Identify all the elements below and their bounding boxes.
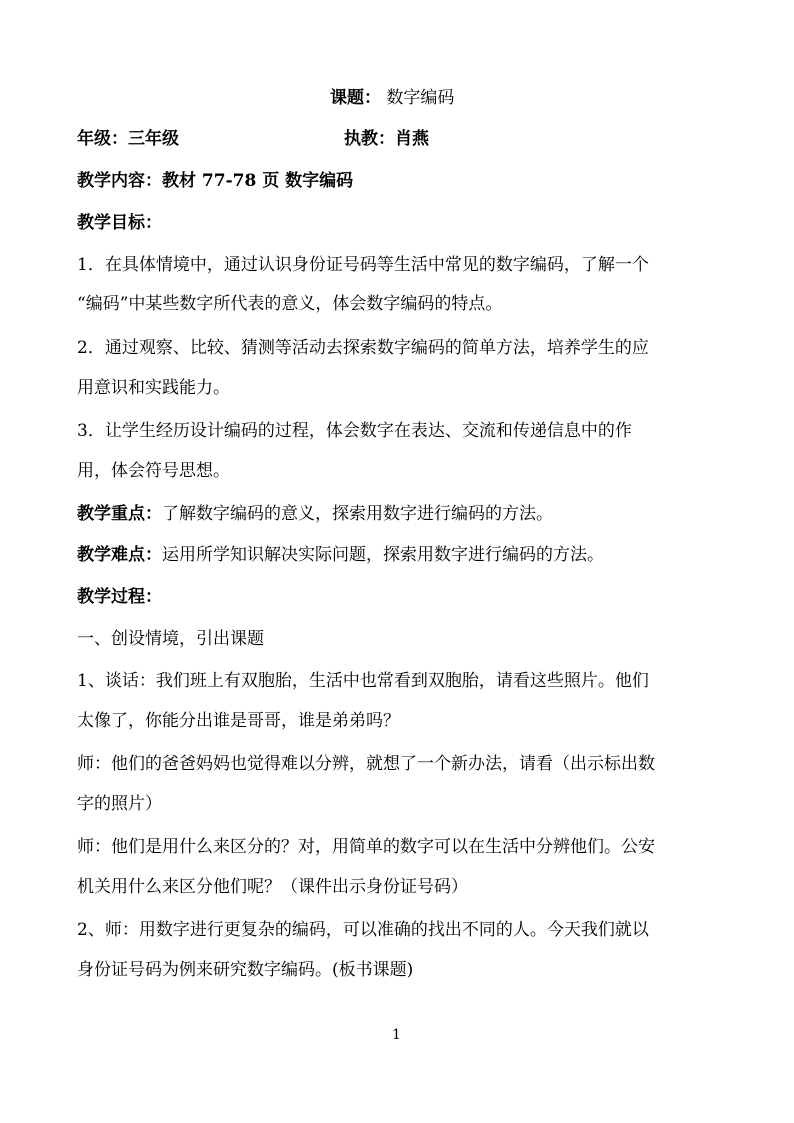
content-label: 教学内容： — [77, 171, 162, 191]
key-point-line — [77, 502, 553, 526]
teacher-value: 肖燕 — [395, 129, 429, 149]
content-value: 教材 77-78 页 数字编码 — [162, 171, 354, 191]
process-line: 1、谈话：我们班上有双胞胎，生活中也常看到双胞胎，请看这些照片。他们 — [77, 671, 649, 691]
objective-line: 3．让学生经历设计编码的过程，体会数字在表达、交流和传递信息中的作 — [77, 421, 632, 441]
difficulty-label: 教学难点： — [77, 545, 162, 565]
process-line: 一、创设情境，引出课题 — [77, 629, 264, 649]
content-line — [77, 169, 353, 193]
teacher-line — [344, 127, 429, 151]
difficulty-value: 运用所学知识解决实际问题，探索用数字进行编码的方法。 — [162, 545, 604, 565]
objective-line: 用，体会符号思想。 — [77, 461, 230, 481]
teacher-label: 执教： — [344, 129, 395, 149]
key-point-value: 了解数字编码的意义，探索用数字进行编码的方法。 — [162, 504, 553, 524]
process-line: 师：他们是用什么来区分的？对，用简单的数字可以在生活中分辨他们。公安 — [77, 837, 655, 857]
title-label: 课题： — [330, 88, 381, 108]
objective-line: 2．通过观察、比较、猜测等活动去探索数字编码的简单方法，培养学生的应 — [77, 338, 649, 358]
objective-line: “编码”中某些数字所代表的意义，体会数字编码的特点。 — [77, 294, 503, 314]
process-line: 字的照片） — [77, 794, 162, 814]
title-text: 数字编码 — [386, 88, 455, 108]
objective-line: 1．在具体情境中，通过认识身份证号码等生活中常见的数字编码，了解一个 — [77, 255, 649, 275]
grade-value: 三年级 — [128, 129, 179, 149]
grade-label: 年级： — [77, 129, 128, 149]
process-heading: 教学过程： — [77, 587, 162, 607]
process-line: 机关用什么来区分他们呢？（课件出示身份证号码） — [77, 877, 468, 897]
process-line: 2、师：用数字进行更复杂的编码，可以准确的找出不同的人。今天我们就以 — [77, 920, 649, 940]
page-number: 1 — [392, 1027, 401, 1043]
lesson-title — [330, 86, 454, 110]
process-line: 师：他们的爸爸妈妈也觉得难以分辨，就想了一个新办法，请看（出示标出数 — [77, 754, 655, 774]
process-line: 太像了，你能分出谁是哥哥，谁是弟弟吗？ — [77, 711, 400, 731]
key-point-label: 教学重点： — [77, 504, 162, 524]
difficulty-line — [77, 543, 604, 567]
objective-line: 用意识和实践能力。 — [77, 378, 230, 398]
grade-line — [77, 127, 179, 151]
objectives-heading: 教学目标： — [77, 213, 162, 233]
process-line: 身份证号码为例来研究数字编码。(板书课题) — [77, 960, 414, 980]
